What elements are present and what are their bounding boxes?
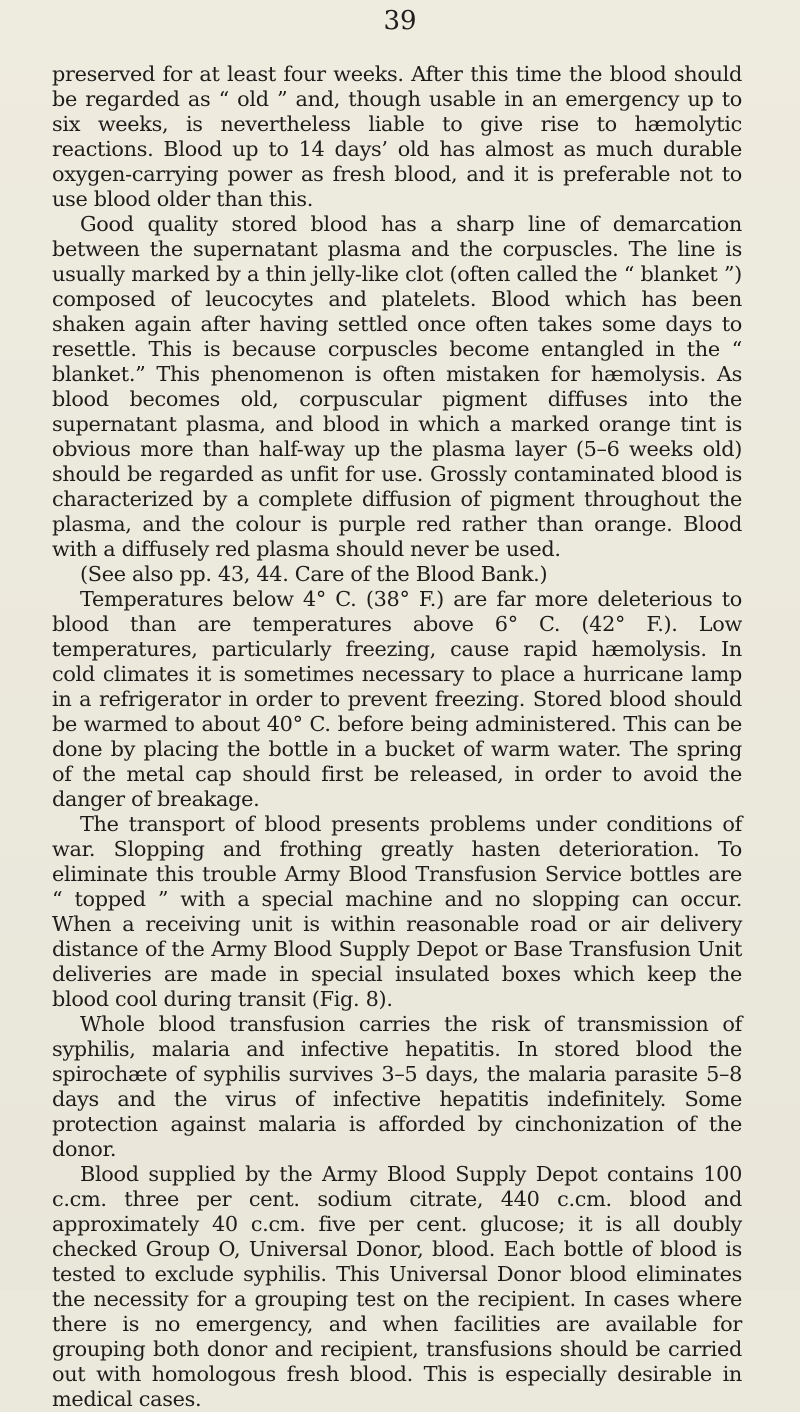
paragraph-transmission-risk: Whole blood transfusion carries the risk of transmission of syphilis, malaria and infective hepatitis. In stored blood the spirochæte of syphilis survives 3–5 days, the malaria parasite 5–8 days and the virus of infective hepatitis indefinitely. Some protection against malaria is afforded by cinchonization of the donor.	[52, 1012, 742, 1161]
paragraph-stored-blood-quality: Good quality stored blood has a sharp line of demarcation between the supernatant plasma and the corpuscles. The line is usually marked by a thin jelly-like clot (often called the “ blanket ”) composed of leucocytes and platelets. Blood which has been shaken again after having settled once often takes some days to resettle. This is because corpuscles become entangled in the “ blanket.” This phenomenon is often mistaken for hæmolysis. As blood becomes old, corpuscular pigment diffuses into the supernatant plasma, and blood in which a marked orange tint is obvious more than half-way up the plasma layer (5–6 weeks old) should be regarded as unfit for use. Grossly contaminated blood is characterized by a complete diffusion of pigment throughout the plasma, and the colour is purple red rather than orange. Blood with a diffusely red plasma should never be used.	[52, 212, 742, 561]
paragraph-temperatures: Temperatures below 4° C. (38° F.) are far more deleterious to blood than are temperatures above 6° C. (42° F.). Low temperatures, particularly freezing, cause rapid hæmolysis. In cold climates it is sometimes necessary to place a hurricane lamp in a refrigerator in order to prevent freezing. Stored blood should be warmed to about 40° C. before being administered. This can be done by placing the bottle in a bucket of warm water. The spring of the metal cap should first be released, in order to avoid the danger of breakage.	[52, 587, 742, 811]
paragraph-storage-duration: preserved for at least four weeks. After this time the blood should be regarded as “ old ” and, though usable in an emergency up to six weeks, is nevertheless liable to give rise to hæmolytic reactions. Blood up to 14 days’ old has almost as much durable oxygen-carrying power as fresh blood, and it is preferable not to use blood older than this.	[52, 62, 742, 211]
page-number: 39	[383, 6, 417, 36]
paragraph-army-blood-supply: Blood supplied by the Army Blood Supply Depot contains 100 c.cm. three per cent. sodium citrate, 440 c.cm. blood and approximately 40 c.cm. five per cent. glucose; it is all doubly checked Group O, Universal Donor, blood. Each bottle of blood is tested to exclude syphilis. This Universal Donor blood eliminates the necessity for a grouping test on the recipient. In cases where there is no emergency, and when facilities are available for grouping both donor and recipient, transfusions should be carried out with homologous fresh blood. This is especially desirable in medical cases.	[52, 1162, 742, 1411]
body-text	[52, 62, 742, 1412]
paragraph-cross-reference: (See also pp. 43, 44. Care of the Blood Bank.)	[80, 562, 548, 586]
paragraph-transport: The transport of blood presents problems under conditions of war. Slopping and frothing greatly hasten deterioration. To eliminate this trouble Army Blood Transfusion Service bottles are “ topped ” with a special machine and no slopping can occur. When a receiving unit is within reasonable road or air delivery distance of the Army Blood Supply Depot or Base Transfusion Unit deliveries are made in special insulated boxes which keep the blood cool during transit (Fig. 8).	[52, 812, 742, 1011]
